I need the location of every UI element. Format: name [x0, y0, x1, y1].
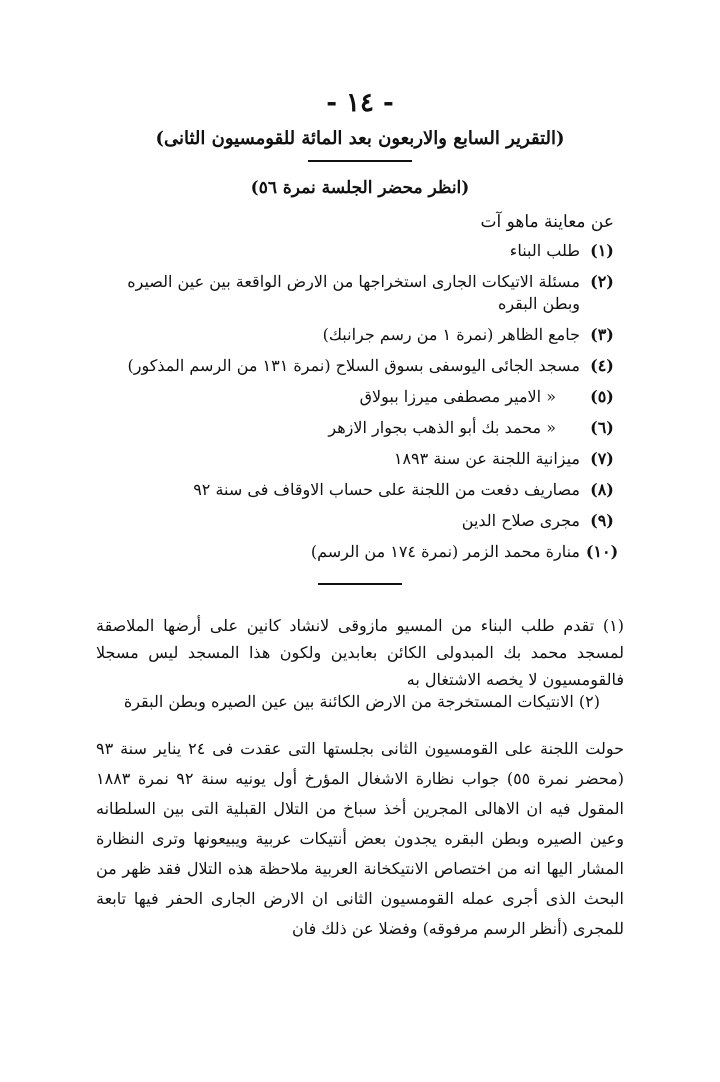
item-text: مجرى صلاح الدين: [461, 511, 580, 530]
list-item: [104, 355, 624, 377]
item-text: مصاريف دفعت من اللجنة على حساب الاوقاف فى سنة ٩٢: [193, 480, 580, 499]
item-number: (٣): [590, 325, 614, 344]
item-text: « الامير مصطفى ميرزا ببولاق: [359, 387, 556, 406]
list-item: [104, 448, 624, 470]
item-number: (٦): [590, 418, 614, 437]
minutes-reference: (انظر محضر الجلسة نمرة ٥٦): [250, 178, 470, 198]
item-text: مسئلة الاتيكات الجارى استخراجها من الارض الواقعة بين عين الصيره وبطن البقره: [127, 272, 580, 313]
agenda-list: [104, 240, 624, 572]
item-text: « محمد بك أبو الذهب بجوار الازهر: [328, 418, 556, 437]
item-text: منارة محمد الزمر (نمرة ١٧٤ من الرسم): [310, 542, 580, 561]
page-number: - ١٤ -: [326, 88, 394, 118]
item-number: (٢): [590, 272, 614, 291]
item-text: طلب البناء: [509, 241, 580, 260]
visit-intro: عن معاينة ماهو آت: [480, 212, 614, 232]
section-divider: [318, 583, 402, 585]
list-item: [104, 271, 624, 315]
list-item: [104, 240, 624, 262]
item-text: ميزانية اللجنة عن سنة ١٨٩٣: [393, 449, 580, 468]
item-number: (٤): [590, 356, 614, 375]
item-number: (١): [590, 241, 614, 260]
paragraph-building-request: (١) تقدم طلب البناء من المسيو مازوقى لانشاد كانين على أرضها الملاصقة لمسجد محمد بك المبدولى الكائن بعابدين ولكون هذا المسجد ليس مسجلا فالقومسيون لا يخصه الاشتغال به: [96, 616, 624, 689]
item-number: (٥): [590, 387, 614, 406]
item-number: (٩): [590, 511, 614, 530]
list-item: [104, 541, 624, 563]
report-title: (التقرير السابع والاربعون بعد المائة للقومسيون الثانى): [155, 128, 565, 149]
list-item: [104, 386, 624, 408]
item-text: جامع الظاهر (نمرة ١ من رسم جرانبك): [322, 325, 580, 344]
item-number: (٨): [590, 480, 614, 499]
paragraph-antiquities-heading: (٢) الانتيكات المستخرجة من الارض الكائنة بين عين الصيره وبطن البقرة: [123, 692, 600, 711]
item-number: (١٠): [585, 542, 619, 561]
list-item: [104, 324, 624, 346]
list-item: [104, 417, 624, 439]
item-text: مسجد الجائى اليوسفى بسوق السلاح (نمرة ١٣١ من الرسم المذكور): [127, 356, 580, 375]
list-item: [104, 510, 624, 532]
item-number: (٧): [590, 449, 614, 468]
title-divider: [308, 160, 412, 162]
paragraph-antiquities-body: حولت اللجنة على القومسيون الثانى بجلستها التى عقدت فى ٢٤ يناير سنة ٩٣ (محضر نمرة ٥٥) جواب نظارة الاشغال المؤرخ أول يونيه سنة ٩٢ نمرة ١٨٨٣ المقول فيه ان الاهالى المجرين أخذ سباخ من التلال القبلية التى بين السلطانه وعين الصيره وبطن البقره يجدون بعض أنتيكات عربية ويبيعونها وترى النظارة المشار اليها انه من اختصاص الانتيكخانة العربية ملاحظة هذه التلال فقد ظهر من البحث الذى أجرى عمله القومسيون الثانى ان الارض الجارى الحفر فيها تابعة للمجرى (أنظر الرسم مرفوقه) وفضلا عن ذلك فان: [96, 739, 624, 938]
list-item: [104, 479, 624, 501]
